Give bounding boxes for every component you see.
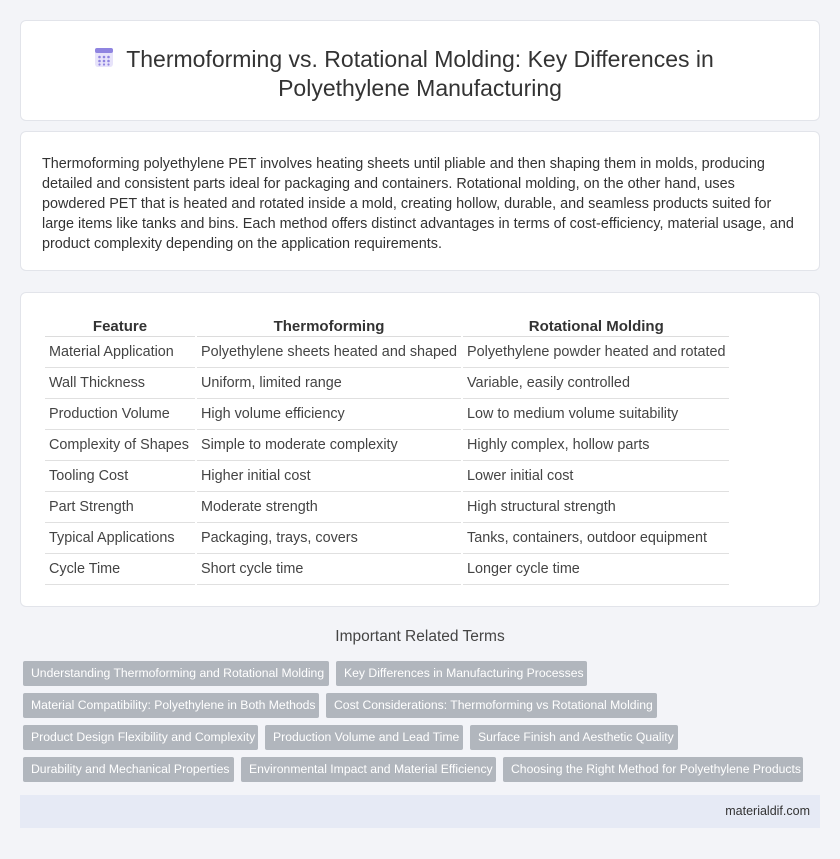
- header-thermoforming: Thermoforming: [197, 315, 461, 337]
- table-cell: Low to medium volume suitability: [463, 399, 729, 430]
- table-cell: Uniform, limited range: [197, 368, 461, 399]
- related-term-link[interactable]: Choosing the Right Method for Polyethylene Products: [503, 757, 803, 782]
- table-cell: Polyethylene sheets heated and shaped: [197, 337, 461, 368]
- table-cell: Wall Thickness: [45, 368, 195, 399]
- table-row: [45, 492, 729, 523]
- table-cell: Moderate strength: [197, 492, 461, 523]
- table-cell: Part Strength: [45, 492, 195, 523]
- related-term-link[interactable]: Environmental Impact and Material Efficiency: [241, 757, 496, 782]
- header-rotational-molding: Rotational Molding: [463, 315, 729, 337]
- comparison-card: [20, 292, 820, 607]
- table-cell: Lower initial cost: [463, 461, 729, 492]
- table-row: [45, 337, 729, 368]
- related-term-link[interactable]: Durability and Mechanical Properties: [23, 757, 234, 782]
- related-term-link[interactable]: Cost Considerations: Thermoforming vs Rotational Molding: [326, 693, 657, 718]
- table-cell: Short cycle time: [197, 554, 461, 585]
- related-terms-heading: Important Related Terms: [335, 628, 505, 645]
- related-term-link[interactable]: Production Volume and Lead Time: [265, 725, 463, 750]
- comparison-table: [43, 315, 731, 585]
- table-row: [45, 554, 729, 585]
- table-cell: Higher initial cost: [197, 461, 461, 492]
- table-header-row: [45, 315, 729, 337]
- table-row: [45, 368, 729, 399]
- intro-card: [20, 131, 820, 271]
- footer: [20, 795, 820, 828]
- table-cell: Variable, easily controlled: [463, 368, 729, 399]
- table-cell: Tooling Cost: [45, 461, 195, 492]
- table-row: [45, 399, 729, 430]
- table-cell: Simple to moderate complexity: [197, 430, 461, 461]
- table-cell: Production Volume: [45, 399, 195, 430]
- page-title-line1: Thermoforming vs. Rotational Molding: Key Differences in: [126, 46, 714, 72]
- table-row: [45, 523, 729, 554]
- table-cell: Cycle Time: [45, 554, 195, 585]
- related-term-link[interactable]: Product Design Flexibility and Complexity: [23, 725, 258, 750]
- table-cell: Material Application: [45, 337, 195, 368]
- header-feature: Feature: [45, 315, 195, 337]
- table-cell: Polyethylene powder heated and rotated: [463, 337, 729, 368]
- related-term-link[interactable]: Surface Finish and Aesthetic Quality: [470, 725, 678, 750]
- intro-paragraph: Thermoforming polyethylene PET involves heating sheets until pliable and then shaping them in molds, producing detailed and consistent parts ideal for packaging and containers. Rotational molding, on the other hand, uses powdered PET that is heated and rotated inside a mold, creating hollow, durable, and seamless products suited for large items like tanks and bins. Each method offers distinct advantages in terms of cost-efficiency, material usage, and product complexity depending on the application requirements.: [42, 156, 794, 252]
- related-term-link[interactable]: Key Differences in Manufacturing Processes: [336, 661, 587, 686]
- page-title-line2: Polyethylene Manufacturing: [278, 75, 562, 101]
- table-cell: Longer cycle time: [463, 554, 729, 585]
- page-title: [21, 45, 819, 103]
- footer-site-link[interactable]: materialdif.com: [725, 804, 810, 818]
- table-cell: High structural strength: [463, 492, 729, 523]
- table-cell: Tanks, containers, outdoor equipment: [463, 523, 729, 554]
- related-term-link[interactable]: Material Compatibility: Polyethylene in Both Methods: [23, 693, 319, 718]
- table-cell: Typical Applications: [45, 523, 195, 554]
- related-term-link[interactable]: Understanding Thermoforming and Rotational Molding: [23, 661, 329, 686]
- table-cell: Packaging, trays, covers: [197, 523, 461, 554]
- table-row: [45, 461, 729, 492]
- table-cell: Highly complex, hollow parts: [463, 430, 729, 461]
- table-cell: High volume efficiency: [197, 399, 461, 430]
- table-cell: Complexity of Shapes: [45, 430, 195, 461]
- table-row: [45, 430, 729, 461]
- title-card: [20, 20, 820, 121]
